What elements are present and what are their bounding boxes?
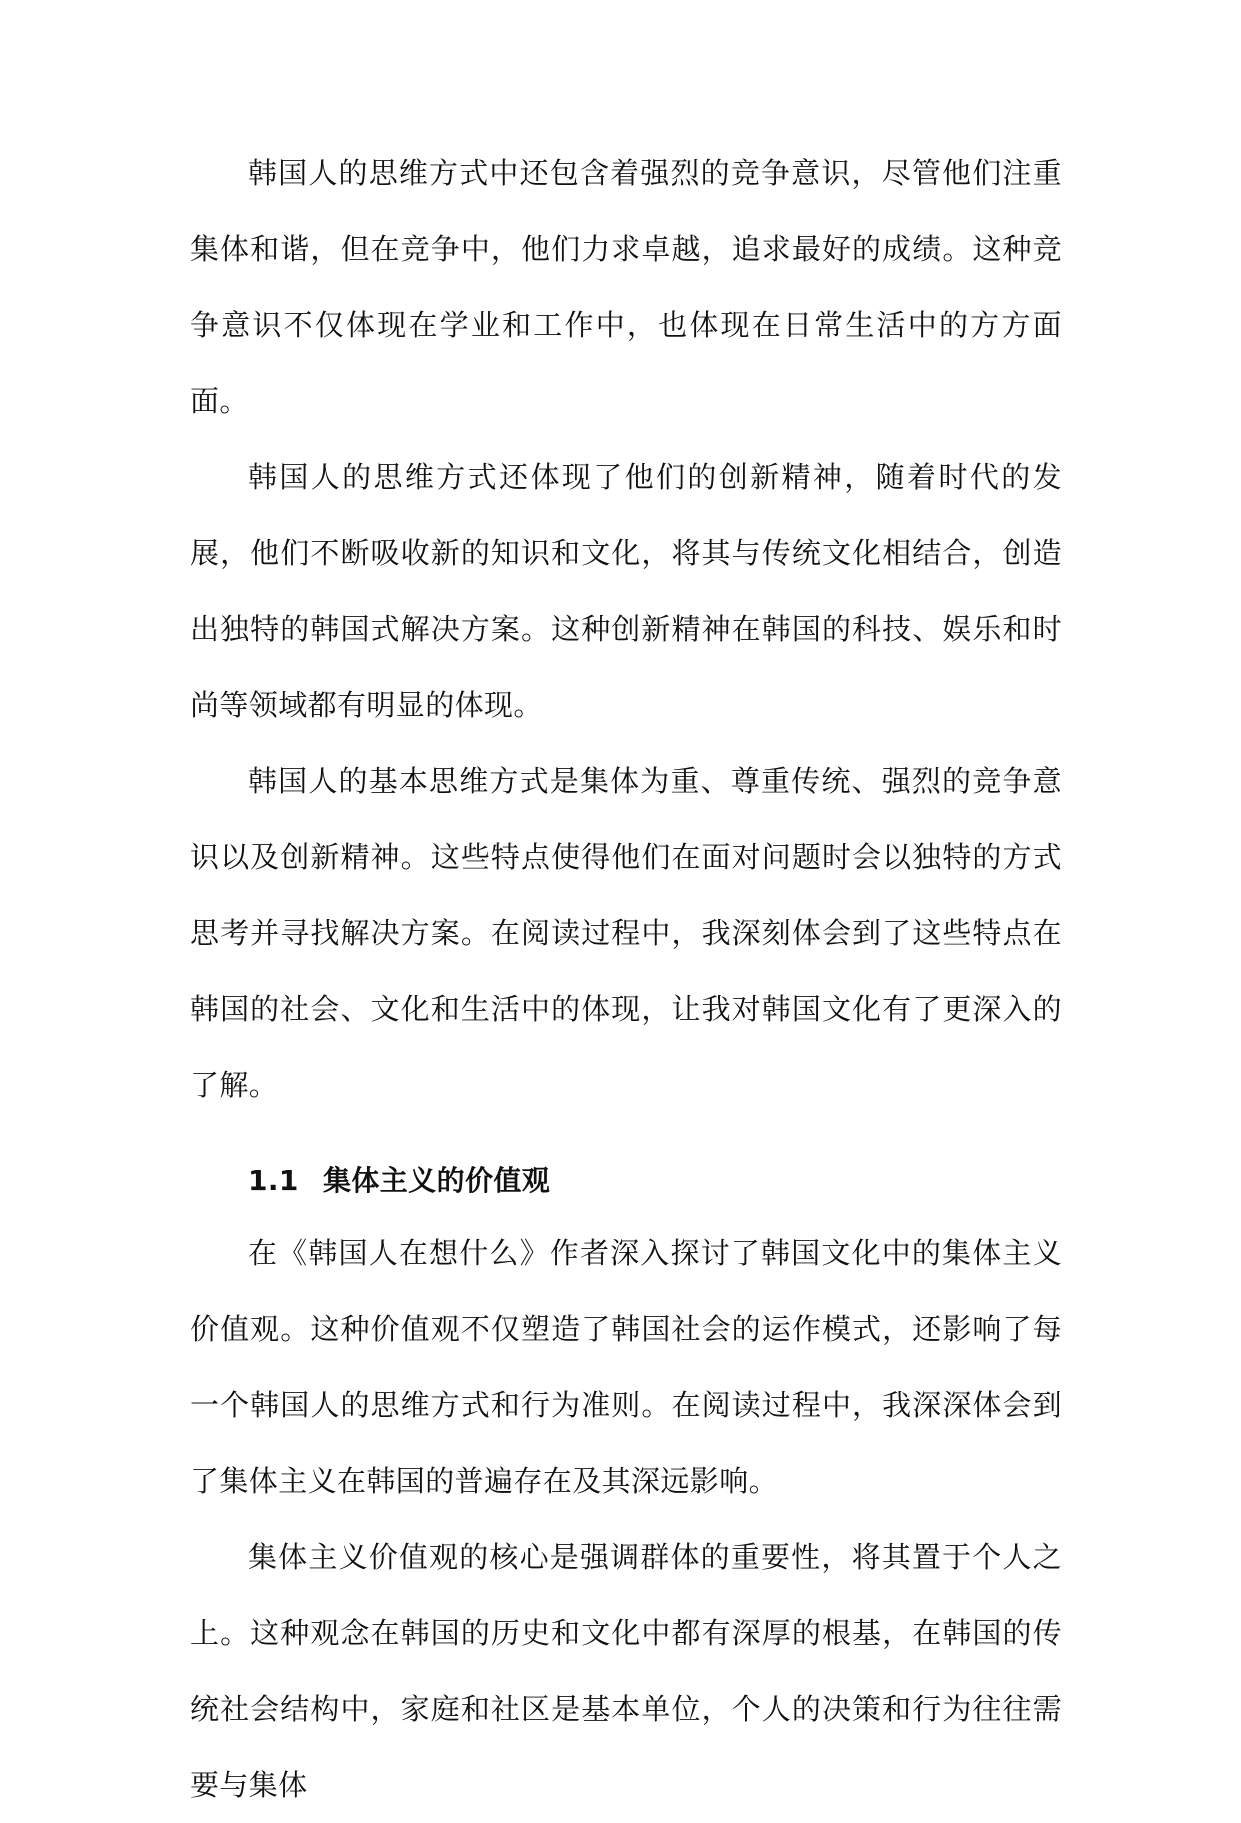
section-heading bbox=[190, 1147, 1062, 1215]
section-title: 集体主义的价值观 bbox=[322, 1164, 551, 1197]
paragraph-innovation: 韩国人的思维方式还体现了他们的创新精神，随着时代的发展，他们不断吸收新的知识和文化，将其与传统文化相结合，创造出独特的韩国式解决方案。这种创新精神在韩国的科技、娱乐和时尚等领域都有明显的体现。 bbox=[190, 460, 1062, 722]
paragraph-competition: 韩国人的思维方式中还包含着强烈的竞争意识，尽管他们注重集体和谐，但在竞争中，他们力求卓越，追求最好的成绩。这种竞争意识不仅体现在学业和工作中，也体现在日常生活中的方方面面。 bbox=[190, 156, 1062, 418]
paragraph-collectivism-intro: 在《韩国人在想什么》作者深入探讨了韩国文化中的集体主义价值观。这种价值观不仅塑造了韩国社会的运作模式，还影响了每一个韩国人的思维方式和行为准则。在阅读过程中，我深深体会到了集体主义在韩国的普遍存在及其深远影响。 bbox=[190, 1236, 1062, 1498]
page-content bbox=[190, 135, 1062, 1823]
section-number: 1.1 bbox=[248, 1164, 299, 1197]
paragraph-collectivism-core: 集体主义价值观的核心是强调群体的重要性，将其置于个人之上。这种观念在韩国的历史和文化中都有深厚的根基，在韩国的传统社会结构中，家庭和社区是基本单位，个人的决策和行为往往需要与集体 bbox=[190, 1540, 1062, 1802]
paragraph-summary: 韩国人的基本思维方式是集体为重、尊重传统、强烈的竞争意识以及创新精神。这些特点使得他们在面对问题时会以独特的方式思考并寻找解决方案。在阅读过程中，我深刻体会到了这些特点在韩国的社会、文化和生活中的体现，让我对韩国文化有了更深入的了解。 bbox=[190, 764, 1062, 1102]
